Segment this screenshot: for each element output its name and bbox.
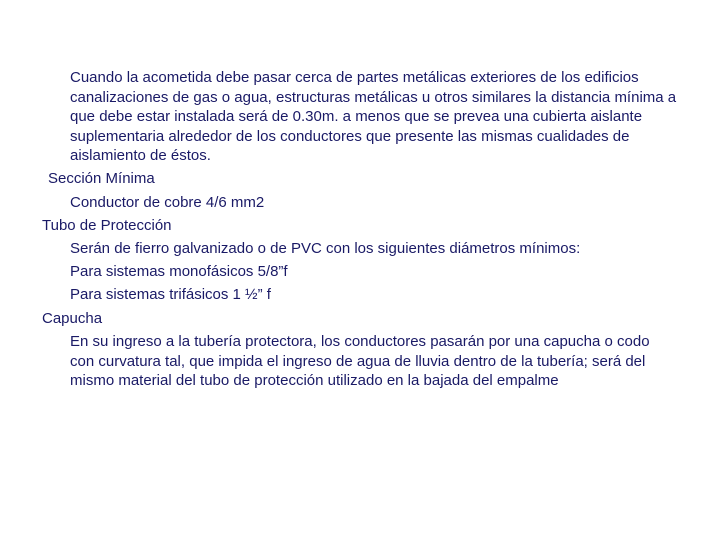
conductor-text: Conductor de cobre 4/6 mm2 — [70, 194, 265, 211]
capucha-heading: Capucha — [42, 310, 103, 327]
tubo-proteccion-description: Serán de fierro galvanizado o de PVC con los siguientes diámetros mínimos: — [70, 240, 581, 257]
tubo-proteccion-heading: Tubo de Protección — [42, 217, 172, 234]
capucha-description: En su ingreso a la tubería protectora, los conductores pasarán por una capucha o codo con curvatura tal, que impida el ingreso de agua de lluvia dentro de la tubería; será del mismo material del tubo de protección utilizado en la bajada del empalme — [70, 333, 650, 389]
trifasicos-text: Para sistemas trifásicos 1 ½” f — [70, 286, 271, 303]
seccion-minima-heading: Sección Mínima — [48, 170, 155, 187]
monofasicos-text: Para sistemas monofásicos 5/8”f — [70, 263, 288, 280]
intro-paragraph: Cuando la acometida debe pasar cerca de partes metálicas exteriores de los edificios canalizaciones de gas o agua, estructuras metálicas u otros similares la distancia mínima a que debe estar instalada será de 0.30m. a menos que se prevea una cubierta aislante suplementaria alrededor de los conductores que presente las mismas cualidades de aislamiento de éstos. — [70, 69, 677, 164]
